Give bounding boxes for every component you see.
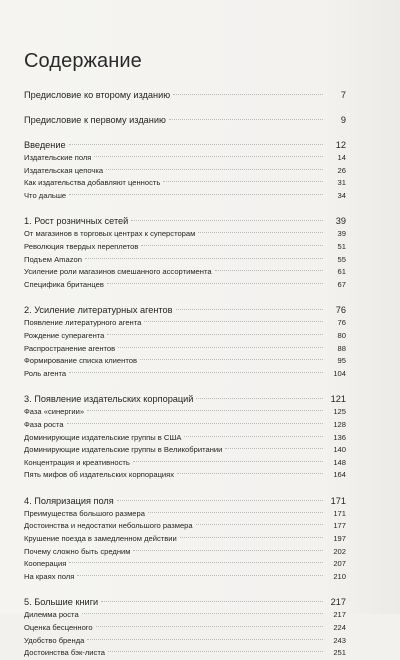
leader-dots [196, 524, 323, 525]
toc-label: Достоинства бэк-листа [24, 648, 105, 658]
toc-entry [24, 177, 346, 190]
toc-entry [24, 152, 346, 165]
toc-page: 26 [337, 165, 346, 175]
page-title: Содержание [24, 50, 142, 72]
leader-dots [101, 601, 323, 602]
toc-page: 128 [333, 419, 346, 429]
toc-label: 1. Рост розничных сетей [24, 216, 129, 227]
leader-dots [141, 245, 323, 246]
toc-label: Распространение агентов [24, 343, 116, 353]
toc-page: 12 [335, 140, 346, 150]
toc-label: Доминирующие издательские группы в США [24, 432, 182, 442]
leader-dots [67, 423, 323, 424]
toc-page: 217 [330, 597, 346, 608]
toc-entry [24, 520, 346, 533]
toc-label: Концентрация и креативность [24, 457, 130, 467]
toc-page: 121 [330, 394, 346, 405]
toc-entry [24, 571, 346, 584]
leader-dots [107, 334, 323, 335]
toc-sections [24, 138, 346, 660]
toc-label: Издательская цепочка [24, 165, 104, 175]
toc-entry [24, 419, 346, 432]
toc-page: 217 [333, 610, 346, 620]
leader-dots [225, 448, 323, 449]
toc-label: Формирование списка клиентов [24, 356, 137, 366]
toc-label: Революция твердых переплетов [24, 241, 139, 251]
toc-entry [24, 432, 346, 445]
toc-entry [24, 279, 346, 292]
toc-entry [24, 355, 346, 368]
leader-dots [198, 232, 323, 233]
toc-page: 251 [333, 648, 346, 658]
leader-dots [117, 500, 323, 501]
toc-label: Подъем Amazon [24, 254, 82, 264]
toc-entry [24, 368, 346, 381]
leader-dots [69, 144, 323, 145]
toc-entry [24, 165, 346, 178]
toc-page: 76 [335, 305, 346, 316]
leader-dots [69, 194, 323, 195]
toc-page: 76 [337, 318, 346, 328]
toc-entry-preface-2 [24, 86, 346, 105]
toc-label: Что дальше [24, 190, 67, 200]
toc-label: На краях поля [24, 571, 75, 581]
toc-section-heading [24, 214, 346, 228]
leader-dots [106, 169, 323, 170]
toc-page: 197 [333, 534, 346, 544]
toc-section-heading [24, 138, 346, 152]
toc-label: Доминирующие издательские группы в Великобритании [24, 445, 223, 455]
toc-section [24, 138, 346, 202]
toc-label: 3. Появление издательских корпораций [24, 394, 194, 405]
toc-section [24, 494, 346, 584]
toc-page: 95 [337, 356, 346, 366]
toc-label: Кооперация [24, 559, 67, 569]
toc-entry [24, 228, 346, 241]
toc-section [24, 214, 346, 291]
toc-section-heading [24, 595, 346, 609]
toc-entry [24, 266, 346, 279]
toc-label: Фаза роста [24, 419, 64, 429]
leader-dots [184, 436, 323, 437]
toc-page: 104 [333, 368, 346, 378]
toc-label: Роль агента [24, 368, 67, 378]
toc-entry [24, 343, 346, 356]
toc-entry [24, 622, 346, 635]
toc-page: 51 [337, 241, 346, 251]
toc-label: Специфика британцев [24, 279, 104, 289]
toc-page: 67 [337, 279, 346, 289]
leader-dots [118, 347, 323, 348]
toc-page: 202 [333, 546, 346, 556]
table-of-contents [24, 86, 346, 660]
toc-label: Достоинства и недостатки небольшого размера [24, 521, 193, 531]
toc-label: Появление литературного агента [24, 318, 142, 328]
toc-entry [24, 444, 346, 457]
toc-label: 4. Поляризация поля [24, 495, 114, 506]
leader-dots [148, 512, 323, 513]
toc-label: Преимущества большого размера [24, 508, 145, 518]
toc-entry [24, 533, 346, 546]
leader-dots [163, 181, 323, 182]
leader-dots [108, 651, 323, 652]
toc-page: 177 [333, 521, 346, 531]
toc-page: 39 [337, 229, 346, 239]
toc-page: 148 [333, 457, 346, 467]
leader-dots [87, 410, 323, 411]
toc-label: 5. Большие книги [24, 597, 99, 608]
toc-page: 80 [337, 330, 346, 340]
toc-page: 7 [340, 90, 346, 100]
toc-entry [24, 330, 346, 343]
toc-entry [24, 469, 346, 482]
toc-page: 61 [337, 267, 346, 277]
toc-entry [24, 254, 346, 267]
toc-page: 210 [333, 571, 346, 581]
toc-entry-preface-1 [24, 111, 346, 130]
toc-entry [24, 546, 346, 559]
leader-dots [176, 309, 324, 310]
leader-dots [177, 473, 323, 474]
toc-page: 136 [333, 432, 346, 442]
toc-label: От магазинов в торговых центрах к суперсторам [24, 229, 196, 239]
toc-label: Введение [24, 140, 66, 150]
toc-entry [24, 609, 346, 622]
toc-label: Оценка бесценного [24, 623, 93, 633]
toc-section-heading [24, 392, 346, 406]
toc-entry [24, 190, 346, 203]
leader-dots [77, 575, 323, 576]
leader-dots [107, 283, 323, 284]
toc-label: Как издательства добавляют ценность [24, 178, 161, 188]
leader-dots [94, 156, 323, 157]
toc-label: Дилемма роста [24, 610, 79, 620]
toc-label: Предисловие ко второму изданию [24, 90, 171, 100]
toc-page: 31 [337, 178, 346, 188]
toc-page: 55 [337, 254, 346, 264]
toc-page: 39 [335, 216, 346, 227]
toc-label: Почему сложно быть средним [24, 546, 131, 556]
toc-section [24, 392, 346, 482]
leader-dots [69, 562, 323, 563]
leader-dots [133, 461, 323, 462]
leader-dots [87, 639, 323, 640]
leader-dots [144, 321, 323, 322]
toc-entry [24, 558, 346, 571]
toc-label: Предисловие к первому изданию [24, 115, 166, 125]
toc-section-heading [24, 494, 346, 508]
leader-dots [180, 537, 323, 538]
toc-label: Пять мифов об издательских корпорациях [24, 470, 175, 480]
leader-dots [69, 372, 323, 373]
toc-page: 164 [333, 470, 346, 480]
toc-page: 171 [330, 495, 346, 506]
toc-entry [24, 241, 346, 254]
toc-page: 9 [340, 115, 346, 125]
leader-dots [133, 550, 323, 551]
toc-label: 2. Усиление литературных агентов [24, 305, 173, 316]
toc-label: Крушение поезда в замедленном действии [24, 534, 177, 544]
toc-page: 88 [337, 343, 346, 353]
toc-label: Удобство бренда [24, 635, 85, 645]
toc-label: Усиление роли магазинов смешанного ассортимента [24, 267, 212, 277]
toc-label: Издательские поля [24, 153, 92, 162]
leader-dots [96, 626, 323, 627]
toc-page: 207 [333, 559, 346, 569]
leader-dots [131, 220, 323, 221]
toc-entry [24, 647, 346, 660]
toc-page: 14 [337, 153, 346, 162]
toc-entry [24, 508, 346, 521]
toc-entry [24, 317, 346, 330]
leader-dots [169, 119, 323, 120]
toc-page: 171 [333, 508, 346, 518]
toc-page: 224 [333, 623, 346, 633]
toc-label: Рождение суперагента [24, 330, 105, 340]
toc-entry [24, 406, 346, 419]
toc-entry [24, 635, 346, 648]
leader-dots [85, 258, 323, 259]
toc-section [24, 595, 346, 659]
toc-page: 140 [333, 445, 346, 455]
toc-section-heading [24, 303, 346, 317]
toc-page: 34 [337, 190, 346, 200]
leader-dots [215, 270, 323, 271]
leader-dots [140, 359, 323, 360]
leader-dots [196, 398, 323, 399]
toc-section [24, 303, 346, 380]
toc-label: Фаза «синергии» [24, 407, 85, 417]
toc-page: 125 [333, 407, 346, 417]
toc-page: 243 [333, 635, 346, 645]
leader-dots [173, 94, 323, 95]
toc-entry [24, 457, 346, 470]
